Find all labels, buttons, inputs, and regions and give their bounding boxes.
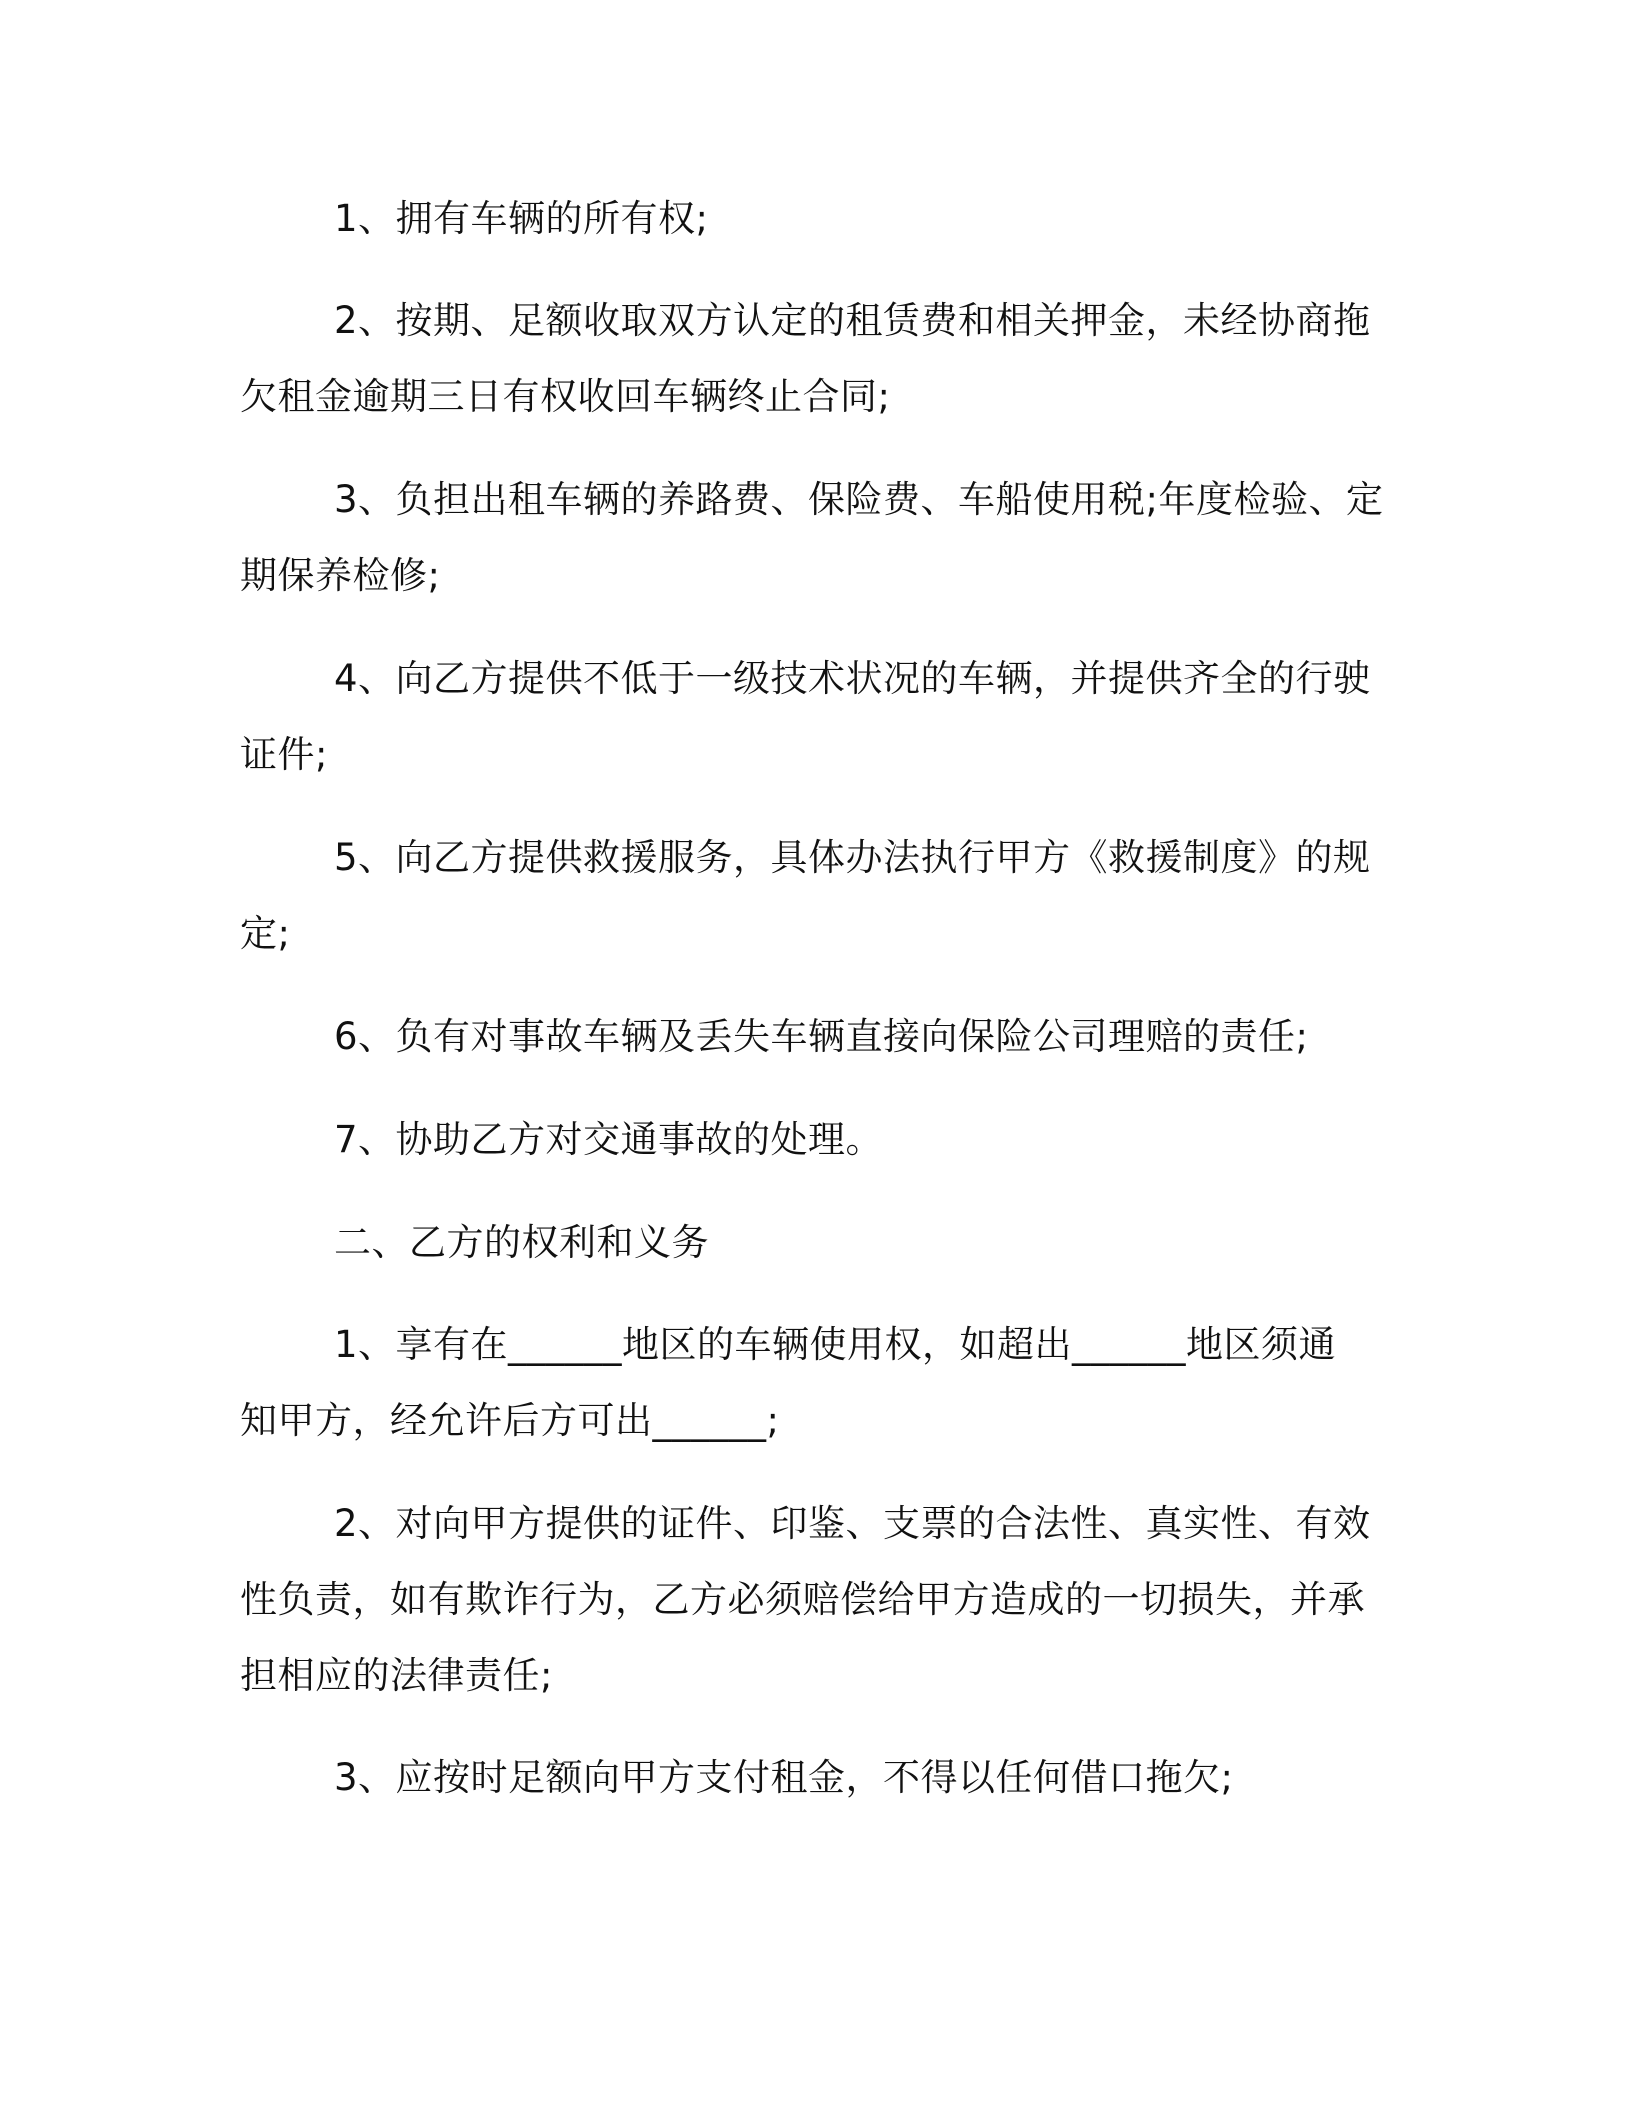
- paragraph-line: 2、按期、足额收取双方认定的租赁费和相关押金，未经协商拖: [334, 299, 1371, 342]
- paragraph-line: 7、协助乙方对交通事故的处理。: [334, 1118, 884, 1161]
- party-b-clause-2-document-authenticity: [240, 1486, 1390, 1714]
- clause-4-vehicle-condition: [240, 641, 1390, 793]
- clause-2-rent-collection: [240, 283, 1390, 435]
- paragraph-line: 性负责，如有欺诈行为，乙方必须赔偿给甲方造成的一切损失，并承: [240, 1578, 1365, 1621]
- clause-6-insurance-claims: [240, 999, 1390, 1075]
- paragraph-line: 知甲方，经允许后方可出______;: [240, 1399, 780, 1442]
- paragraph-line: 担相应的法律责任;: [240, 1654, 553, 1697]
- clause-7-accident-handling: [240, 1102, 1390, 1178]
- paragraph-line: 期保养检修;: [240, 554, 441, 597]
- paragraph-line: 6、负有对事故车辆及丢失车辆直接向保险公司理赔的责任;: [334, 1015, 1309, 1058]
- clause-1-ownership: [240, 181, 1390, 257]
- paragraph-line: 3、应按时足额向甲方支付租金，不得以任何借口拖欠;: [334, 1756, 1234, 1799]
- paragraph-line: 证件;: [240, 733, 328, 776]
- party-b-clause-1-usage-area: [240, 1307, 1390, 1459]
- paragraph-line: 3、负担出租车辆的养路费、保险费、车船使用税;年度检验、定: [334, 478, 1384, 521]
- section-heading-party-b: [240, 1205, 1390, 1281]
- paragraph-line: 2、对向甲方提供的证件、印鉴、支票的合法性、真实性、有效: [334, 1502, 1371, 1545]
- paragraph-line: 欠租金逾期三日有权收回车辆终止合同;: [240, 375, 891, 418]
- clause-3-fees-maintenance: [240, 462, 1390, 614]
- paragraph-line: 4、向乙方提供不低于一级技术状况的车辆，并提供齐全的行驶: [334, 657, 1371, 700]
- party-b-clause-3-rent-payment: [240, 1740, 1390, 1816]
- clause-5-rescue-service: [240, 820, 1390, 972]
- paragraph-line: 1、拥有车辆的所有权;: [334, 197, 709, 240]
- paragraph-line: 5、向乙方提供救援服务，具体办法执行甲方《救援制度》的规: [334, 836, 1371, 879]
- section-heading: 二、乙方的权利和义务: [334, 1221, 709, 1264]
- paragraph-line: 1、享有在______地区的车辆使用权，如超出______地区须通: [334, 1323, 1337, 1366]
- paragraph-line: 定;: [240, 912, 291, 955]
